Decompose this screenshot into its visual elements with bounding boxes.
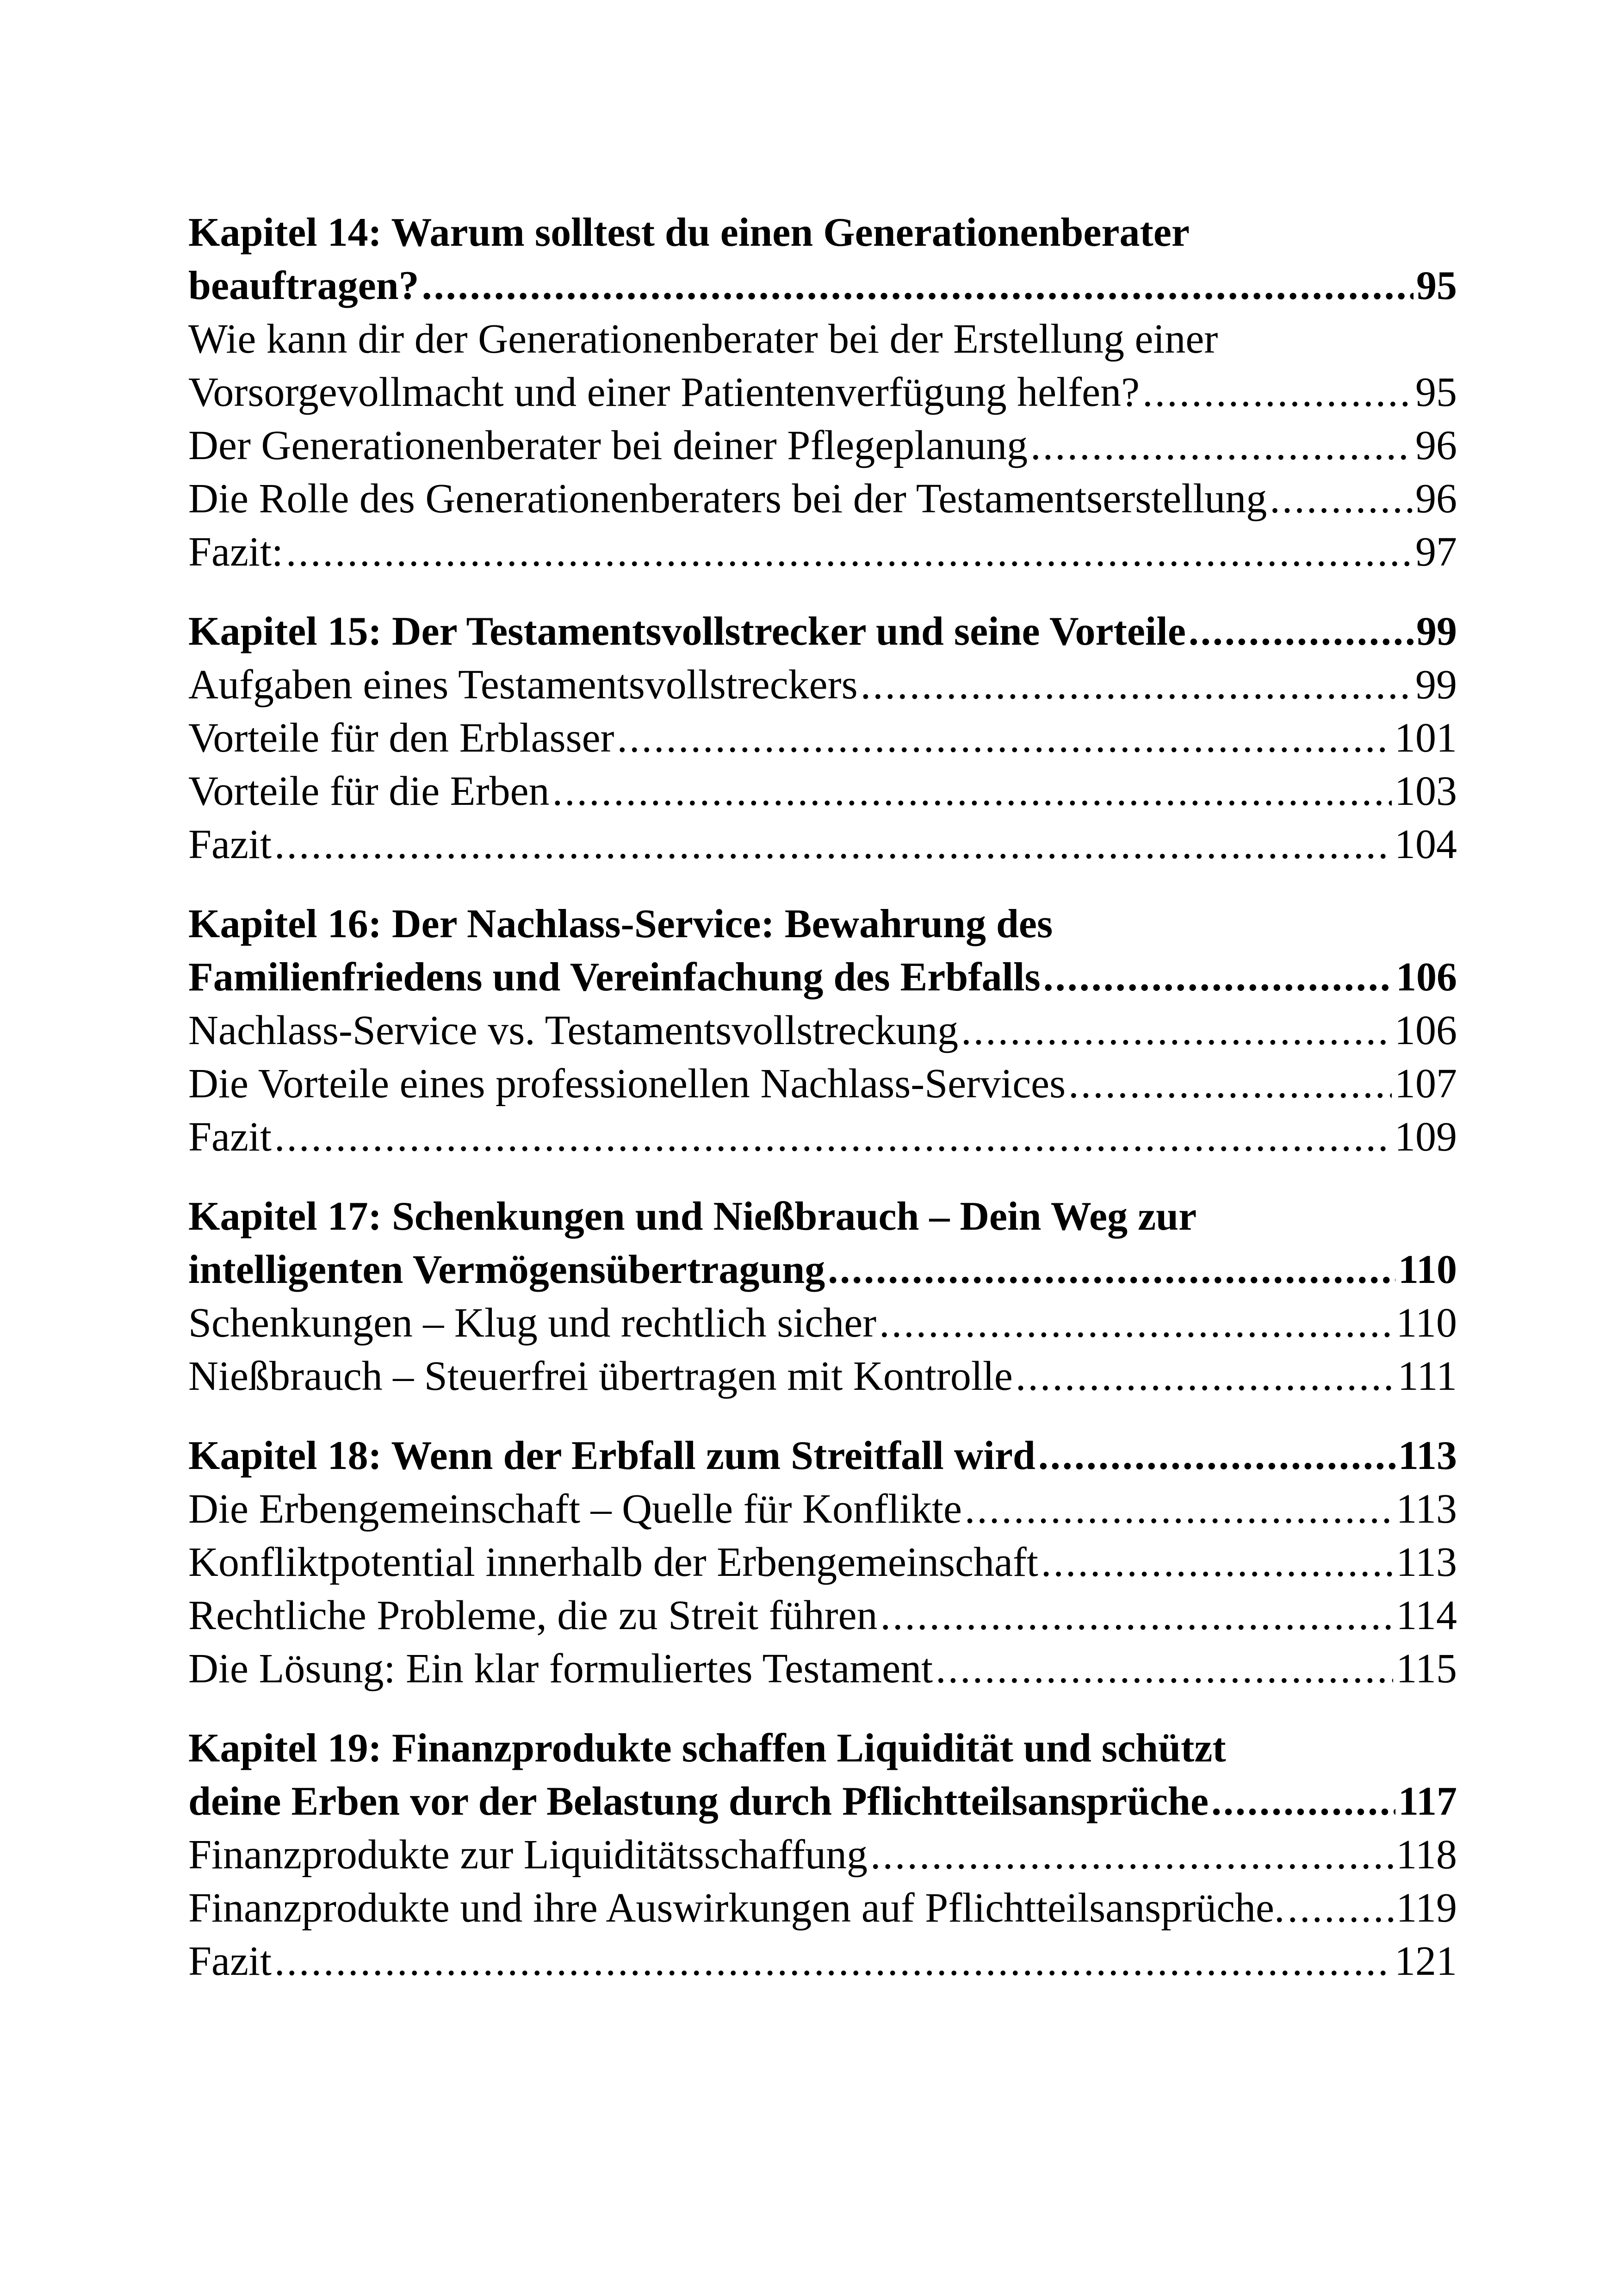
entry-title-text: Familienfriedens und Vereinfachung des Erbfalls <box>188 955 1041 1000</box>
entry-title-text: Die Lösung: Ein klar formuliertes Testament <box>188 1646 933 1692</box>
toc-entry-last-line <box>188 1350 1457 1403</box>
entry-title-text: Nießbrauch – Steuerfrei übertragen mit Kontrolle <box>188 1353 1013 1399</box>
dot-leader <box>936 1642 1393 1695</box>
page-number: 99 <box>1416 609 1457 654</box>
entry-title-text: Die Vorteile eines professionellen Nachlass-Services <box>188 1061 1066 1107</box>
entry-title-text: Aufgaben eines Testamentsvollstreckers <box>188 662 858 708</box>
entry-title-text: Vorsorgevollmacht und einer Patientenverfügung helfen? <box>188 369 1140 415</box>
dot-leader <box>861 658 1413 711</box>
entry-title-text: Fazit <box>188 1938 272 1984</box>
entry-title-text: Finanzprodukte zur Liquiditätsschaffung <box>188 1832 868 1878</box>
chapter-section <box>188 897 1457 1164</box>
dot-leader <box>274 818 1392 871</box>
page-number: 113 <box>1396 1539 1457 1585</box>
toc-entry-line <box>188 1722 1457 1775</box>
dot-leader <box>880 1589 1394 1642</box>
toc-entry-line <box>188 312 1457 366</box>
toc-subentry[interactable] <box>188 1482 1457 1536</box>
toc-subentry[interactable] <box>188 312 1457 419</box>
entry-title-text: Rechtliche Probleme, die zu Streit führen <box>188 1593 878 1638</box>
toc-subentry[interactable] <box>188 1828 1457 1881</box>
chapter-section <box>188 1429 1457 1695</box>
entry-title-text: Wie kann dir der Generationenberater bei der Erstellung einer <box>188 316 1218 362</box>
page-number: 109 <box>1395 1114 1457 1160</box>
entry-title-text: Die Rolle des Generationenberaters bei der Testamentserstellung <box>188 476 1267 522</box>
entry-title-text: Fazit <box>188 821 272 867</box>
toc-entry-last-line <box>188 1110 1457 1164</box>
dot-leader <box>274 1110 1392 1164</box>
toc-entry-last-line <box>188 1536 1457 1589</box>
toc-subentry[interactable] <box>188 765 1457 818</box>
toc-entry-last-line <box>188 951 1457 1004</box>
dot-leader <box>965 1482 1393 1536</box>
dot-leader <box>1288 1881 1394 1935</box>
toc-subentry[interactable] <box>188 1057 1457 1110</box>
dot-leader <box>1038 1429 1395 1482</box>
page-number: 96 <box>1415 476 1457 522</box>
toc-subentry[interactable] <box>188 525 1457 579</box>
chapter-section <box>188 1190 1457 1403</box>
toc-entry-last-line <box>188 1828 1457 1881</box>
dot-leader <box>828 1243 1395 1296</box>
entry-title-text: Kapitel 18: Wenn der Erbfall zum Streitfall wird <box>188 1433 1035 1478</box>
entry-title-text: Kapitel 14: Warum solltest du einen Generationenberater <box>188 210 1190 255</box>
dot-leader <box>1211 1775 1395 1828</box>
dot-leader <box>870 1828 1393 1881</box>
toc-subentry[interactable] <box>188 419 1457 472</box>
entry-title-text: Fazit: <box>188 529 283 575</box>
table-of-contents <box>188 206 1457 1988</box>
page-number: 95 <box>1415 369 1457 415</box>
toc-entry-last-line <box>188 1589 1457 1642</box>
toc-subentry[interactable] <box>188 1881 1457 1935</box>
toc-subentry[interactable] <box>188 1296 1457 1350</box>
toc-subentry[interactable] <box>188 1350 1457 1403</box>
toc-entry-line <box>188 206 1457 259</box>
entry-title-text: Kapitel 15: Der Testamentsvollstrecker und seine Vorteile <box>188 609 1186 654</box>
dot-leader <box>617 711 1392 765</box>
chapter-heading[interactable] <box>188 1429 1457 1482</box>
toc-entry-last-line <box>188 1004 1457 1057</box>
page-number: 113 <box>1396 1486 1457 1532</box>
page-number: 104 <box>1395 821 1457 867</box>
entry-title-text: Fazit <box>188 1114 272 1160</box>
toc-subentry[interactable] <box>188 818 1457 871</box>
toc-entry-last-line <box>188 259 1457 312</box>
toc-entry-last-line <box>188 472 1457 525</box>
toc-entry-line <box>188 897 1457 951</box>
toc-entry-line <box>188 1190 1457 1243</box>
chapter-heading[interactable] <box>188 605 1457 658</box>
entry-title-text: deine Erben vor der Belastung durch Pflichtteilsansprüche <box>188 1779 1209 1824</box>
toc-entry-last-line <box>188 1881 1457 1935</box>
page-number: 110 <box>1398 1247 1457 1292</box>
entry-title-text: Konfliktpotential innerhalb der Erbengemeinschaft <box>188 1539 1038 1585</box>
toc-entry-last-line <box>188 765 1457 818</box>
dot-leader <box>1142 366 1413 419</box>
dot-leader <box>1030 419 1413 472</box>
page-number: 95 <box>1416 263 1457 308</box>
toc-subentry[interactable] <box>188 711 1457 765</box>
toc-entry-last-line <box>188 658 1457 711</box>
page-number: 118 <box>1396 1832 1457 1878</box>
dot-leader <box>1041 1536 1393 1589</box>
dot-leader <box>274 1935 1392 1988</box>
entry-title-text: Finanzprodukte und ihre Auswirkungen auf Pflichtteilsansprüche. <box>188 1885 1285 1931</box>
entry-title-text: Schenkungen – Klug und rechtlich sicher <box>188 1300 877 1346</box>
chapter-heading[interactable] <box>188 1190 1457 1296</box>
chapter-section <box>188 1722 1457 1988</box>
dot-leader <box>1189 605 1413 658</box>
page-number: 119 <box>1396 1885 1457 1931</box>
dot-leader <box>1016 1350 1395 1403</box>
page-number: 103 <box>1395 768 1457 814</box>
dot-leader <box>1068 1057 1392 1110</box>
dot-leader <box>286 525 1413 579</box>
toc-entry-last-line <box>188 1057 1457 1110</box>
page-number: 115 <box>1396 1646 1457 1692</box>
entry-title-text: Nachlass-Service vs. Testamentsvollstreckung <box>188 1008 959 1053</box>
toc-subentry[interactable] <box>188 472 1457 525</box>
toc-subentry[interactable] <box>188 1935 1457 1988</box>
entry-title-text: intelligenten Vermögensübertragung <box>188 1247 825 1292</box>
page-number: 121 <box>1395 1938 1457 1984</box>
dot-leader <box>961 1004 1392 1057</box>
page-number: 96 <box>1415 423 1457 468</box>
toc-entry-last-line <box>188 419 1457 472</box>
toc-entry-last-line <box>188 1243 1457 1296</box>
toc-entry-last-line <box>188 711 1457 765</box>
dot-leader <box>422 259 1413 312</box>
entry-title-text: Kapitel 17: Schenkungen und Nießbrauch – Dein Weg zur <box>188 1194 1197 1239</box>
page-number: 110 <box>1396 1300 1457 1346</box>
chapter-section <box>188 206 1457 579</box>
entry-title-text: Vorteile für die Erben <box>188 768 550 814</box>
toc-entry-last-line <box>188 525 1457 579</box>
chapter-heading[interactable] <box>188 1722 1457 1828</box>
dot-leader <box>879 1296 1393 1350</box>
chapter-heading[interactable] <box>188 897 1457 1004</box>
toc-entry-last-line <box>188 1935 1457 1988</box>
entry-title-text: Kapitel 19: Finanzprodukte schaffen Liquidität und schützt <box>188 1726 1226 1771</box>
toc-entry-last-line <box>188 605 1457 658</box>
page-number: 101 <box>1395 715 1457 761</box>
toc-subentry[interactable] <box>188 658 1457 711</box>
entry-title-text: Der Generationenberater bei deiner Pflegeplanung <box>188 423 1028 468</box>
entry-title-text: Die Erbengemeinschaft – Quelle für Konflikte <box>188 1486 962 1532</box>
page-number: 113 <box>1398 1433 1457 1478</box>
dot-leader <box>552 765 1392 818</box>
page-number: 107 <box>1395 1061 1457 1107</box>
toc-subentry[interactable] <box>188 1589 1457 1642</box>
page-number: 111 <box>1397 1353 1457 1399</box>
dot-leader <box>1043 951 1393 1004</box>
toc-entry-last-line <box>188 366 1457 419</box>
toc-entry-last-line <box>188 1482 1457 1536</box>
toc-entry-last-line <box>188 818 1457 871</box>
page-number: 117 <box>1398 1779 1457 1824</box>
chapter-heading[interactable] <box>188 206 1457 312</box>
page-number: 99 <box>1415 662 1457 708</box>
toc-subentry[interactable] <box>188 1536 1457 1589</box>
toc-subentry[interactable] <box>188 1642 1457 1695</box>
chapter-section <box>188 605 1457 871</box>
toc-entry-last-line <box>188 1296 1457 1350</box>
toc-entry-last-line <box>188 1429 1457 1482</box>
entry-title-text: beauftragen? <box>188 263 419 308</box>
toc-entry-last-line <box>188 1775 1457 1828</box>
toc-subentry[interactable] <box>188 1004 1457 1057</box>
dot-leader <box>1270 472 1413 525</box>
toc-subentry[interactable] <box>188 1110 1457 1164</box>
page-number: 106 <box>1395 1008 1457 1053</box>
entry-title-text: Vorteile für den Erblasser <box>188 715 614 761</box>
entry-title-text: Kapitel 16: Der Nachlass-Service: Bewahrung des <box>188 902 1053 946</box>
page-number: 114 <box>1396 1593 1457 1638</box>
page-number: 97 <box>1415 529 1457 575</box>
toc-entry-last-line <box>188 1642 1457 1695</box>
page-number: 106 <box>1396 955 1457 1000</box>
